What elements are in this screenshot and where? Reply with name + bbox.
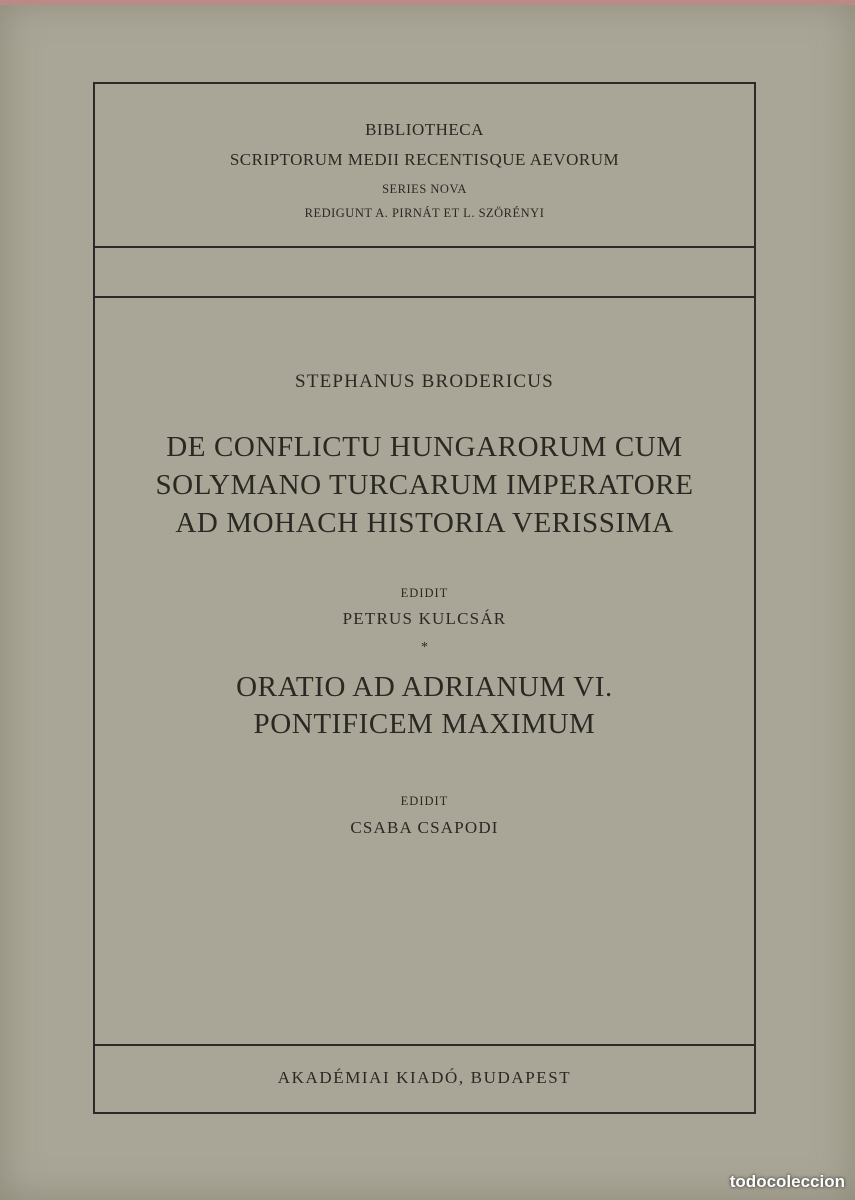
series-nova: SERIES NOVA [382, 182, 467, 196]
work1-edidit-label: EDIDIT [400, 586, 449, 600]
work2-editor: CSABA CSAPODI [350, 818, 499, 837]
cover-frame [93, 82, 756, 1114]
publisher-footer [95, 1044, 754, 1112]
separator-asterisk: * [421, 640, 428, 655]
watermark-logo: todocoleccion [729, 1172, 845, 1191]
work1-editor: PETRUS KULCSÁR [342, 609, 507, 628]
work2-edidit-label: EDIDIT [400, 794, 449, 808]
title-panel [95, 299, 754, 1044]
publisher-name: AKADÉMIAI KIADÓ, BUDAPEST [277, 1068, 572, 1087]
divider-line [95, 296, 754, 298]
work1-title-line: AD MOHACH HISTORIA VERISSIMA [175, 507, 674, 539]
work2-title-line: PONTIFICEM MAXIMUM [253, 708, 596, 740]
work2-title-line: ORATIO AD ADRIANUM VI. [236, 671, 613, 703]
series-editors: REDIGUNT A. PIRNÁT ET L. SZÖRÉNYI [304, 206, 545, 220]
divider-line [95, 246, 754, 248]
series-title: BIBLIOTHECA [365, 120, 484, 139]
cover-top-edge [0, 0, 855, 5]
series-header [95, 84, 754, 247]
series-subtitle: SCRIPTORUM MEDII RECENTISQUE AEVORUM [229, 150, 620, 169]
work1-title-line: SOLYMANO TURCARUM IMPERATORE [155, 469, 694, 501]
work1-title-line: DE CONFLICTU HUNGARORUM CUM [166, 431, 683, 463]
author-name: STEPHANUS BRODERICUS [295, 371, 554, 392]
